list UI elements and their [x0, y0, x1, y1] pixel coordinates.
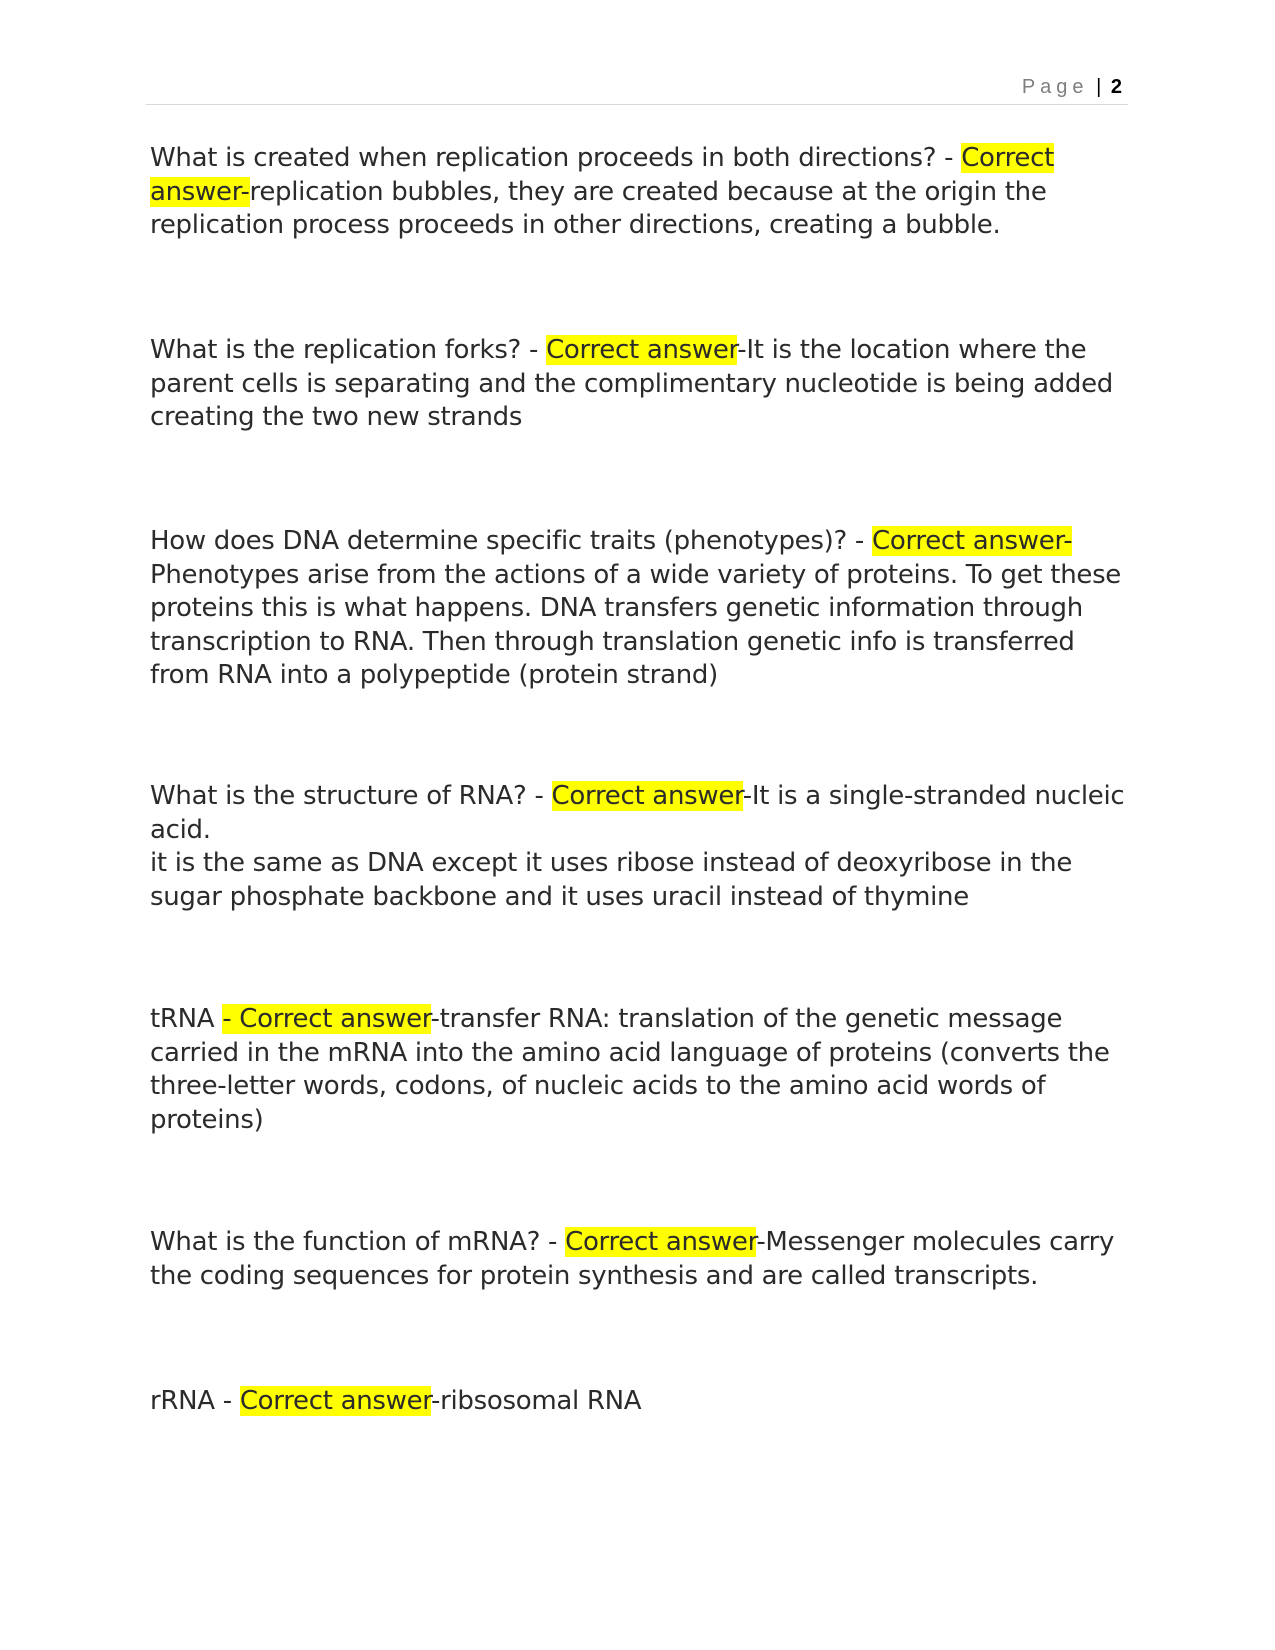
correct-answer-highlight: Correct answer-: [871, 526, 1073, 556]
answer: Phenotypes arise from the actions of a wide variety of proteins. To get these proteins this is what happens. DNA transfers genetic information through transcription to RNA. Then through translation genetic info is transferred from RNA into a polypeptide (protein strand): [150, 559, 1122, 690]
answer-continued: it is the same as DNA except it uses ribose instead of deoxyribose in the sugar phosphate backbone and it uses uracil instead of thymine: [150, 848, 1073, 912]
answer: -It is the location where the parent cells is separating and the complimentary nucleotide is being added creating the two new strands: [150, 335, 1114, 432]
question: What is created when replication proceeds in both directions? -: [150, 143, 962, 173]
correct-answer-highlight: - Correct answer: [222, 1004, 431, 1034]
page-number-value: 2: [1110, 76, 1122, 98]
answer: -transfer RNA: translation of the genetic message carried in the mRNA into the amino acid language of proteins (converts the three-letter words, codons, of nucleic acids to the amino acid words of proteins): [150, 1004, 1110, 1135]
qa-item-1: [150, 142, 1130, 243]
answer: replication bubbles, they are created because at the origin the replication process proceeds in other directions, creating a bubble.: [150, 176, 1047, 240]
correct-answer-highlight: Correct answer: [565, 1227, 757, 1257]
question: tRNA: [150, 1004, 223, 1034]
qa-item-4: [150, 780, 1130, 914]
question: rRNA -: [150, 1386, 240, 1416]
qa-item-6: [150, 1226, 1130, 1293]
question: What is the replication forks? -: [150, 335, 547, 365]
page-separator: |: [1096, 76, 1102, 98]
correct-answer-highlight: Correct answer-: [150, 143, 1055, 207]
answer: -Messenger molecules carry the coding sequences for protein synthesis and are called transcripts.: [150, 1227, 1115, 1291]
qa-item-7: [150, 1385, 1130, 1419]
qa-item-2: [150, 334, 1130, 435]
correct-answer-highlight: Correct answer: [239, 1386, 432, 1416]
question: How does DNA determine specific traits (phenotypes)? -: [150, 526, 872, 556]
correct-answer-highlight: Correct answer: [551, 781, 743, 811]
question: What is the function of mRNA? -: [150, 1227, 566, 1257]
qa-item-5: [150, 1003, 1130, 1137]
correct-answer-highlight: Correct answer: [546, 335, 738, 365]
page-header: [146, 74, 1128, 105]
answer: -ribsosomal RNA: [431, 1386, 642, 1416]
question: What is the structure of RNA? -: [150, 781, 552, 811]
page-number: [1022, 76, 1122, 99]
qa-item-3: [150, 525, 1130, 693]
answer: -It is a single-stranded nucleic acid.: [150, 781, 1125, 845]
page-label: Page: [1021, 76, 1089, 98]
